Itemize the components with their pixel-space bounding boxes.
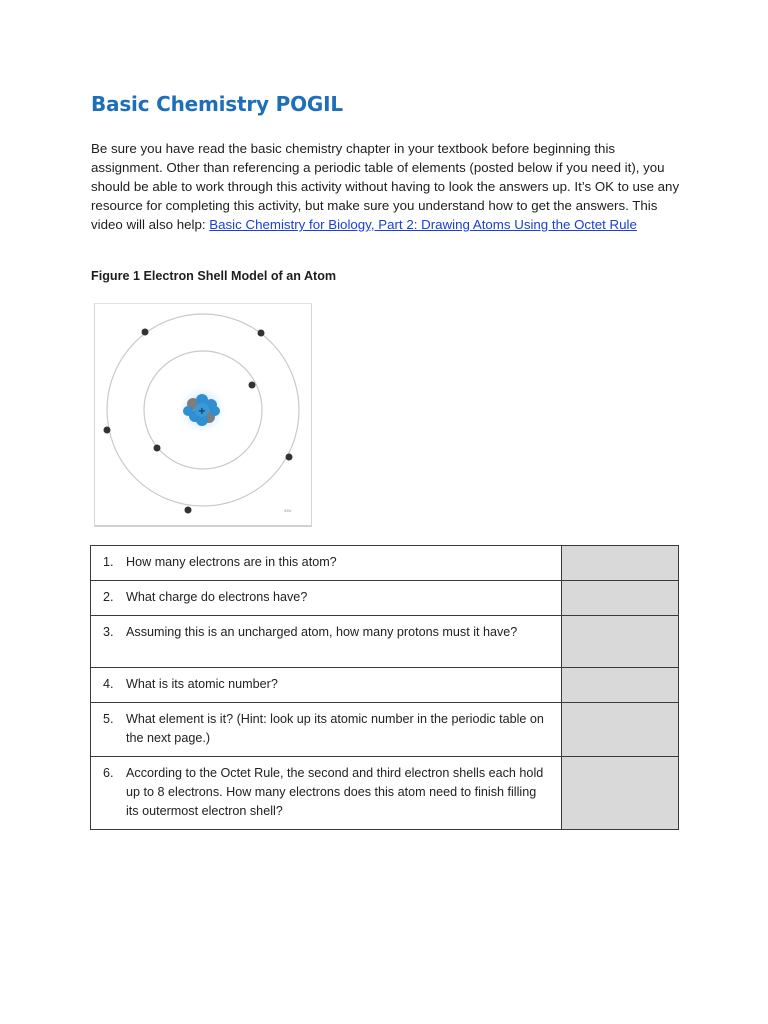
table-row: [91, 616, 679, 668]
table-row: [91, 546, 679, 581]
question-text: What is its atomic number?: [126, 677, 278, 691]
answer-cell[interactable]: [562, 703, 679, 757]
electron: [185, 507, 192, 514]
intro-paragraph: [91, 139, 683, 234]
question-number: 5.: [103, 712, 114, 726]
question-text: What element is it? (Hint: look up its atomic number in the periodic table on the next page.): [126, 712, 544, 745]
table-row: [91, 581, 679, 616]
electron-shell-diagram: [95, 304, 311, 525]
question-text: What charge do electrons have?: [126, 590, 308, 604]
question-cell: [91, 757, 562, 830]
question-text: Assuming this is an uncharged atom, how many protons must it have?: [126, 625, 518, 639]
question-number: 6.: [103, 766, 114, 780]
question-text: According to the Octet Rule, the second and third electron shells each hold up to 8 electrons. How many electrons does this atom need to finish filling its outermost electron shell?: [126, 766, 544, 818]
question-cell: [91, 546, 562, 581]
question-number: 4.: [103, 677, 114, 691]
page-title: Basic Chemistry POGIL: [91, 92, 343, 116]
electron: [249, 382, 256, 389]
answer-cell[interactable]: [562, 757, 679, 830]
figure-caption: Figure 1 Electron Shell Model of an Atom: [91, 269, 337, 283]
table-row: [91, 703, 679, 757]
electron: [258, 330, 265, 337]
nucleus-plus: +: [197, 406, 207, 417]
electron: [154, 445, 161, 452]
answer-cell[interactable]: [562, 668, 679, 703]
answer-cell[interactable]: [562, 581, 679, 616]
answer-cell[interactable]: [562, 546, 679, 581]
question-cell: [91, 581, 562, 616]
table-row: [91, 668, 679, 703]
table-row: [91, 757, 679, 830]
question-cell: [91, 616, 562, 668]
electron: [104, 427, 111, 434]
questions-table: [90, 545, 679, 830]
electron: [286, 454, 293, 461]
video-link[interactable]: Basic Chemistry for Biology, Part 2: Drawing Atoms Using the Octet Rule: [209, 217, 637, 232]
figure-corner-mark: aeu: [284, 508, 292, 513]
nucleus: [176, 384, 228, 436]
question-number: 3.: [103, 625, 114, 639]
question-cell: [91, 703, 562, 757]
intro-text: Be sure you have read the basic chemistry chapter in your textbook before beginning this assignment. Other than referencing a periodic table of elements (posted below if you need it), you should be able to work through this activity without having to look the answers up. It’s OK to use any resource for completing this activity, but make sure you understand how to get the answers. This video will also help:: [91, 141, 680, 232]
question-cell: [91, 668, 562, 703]
electron: [142, 329, 149, 336]
question-number: 2.: [103, 590, 114, 604]
question-text: How many electrons are in this atom?: [126, 555, 337, 569]
question-number: 1.: [103, 555, 114, 569]
atom-figure: [94, 303, 312, 527]
answer-cell[interactable]: [562, 616, 679, 668]
